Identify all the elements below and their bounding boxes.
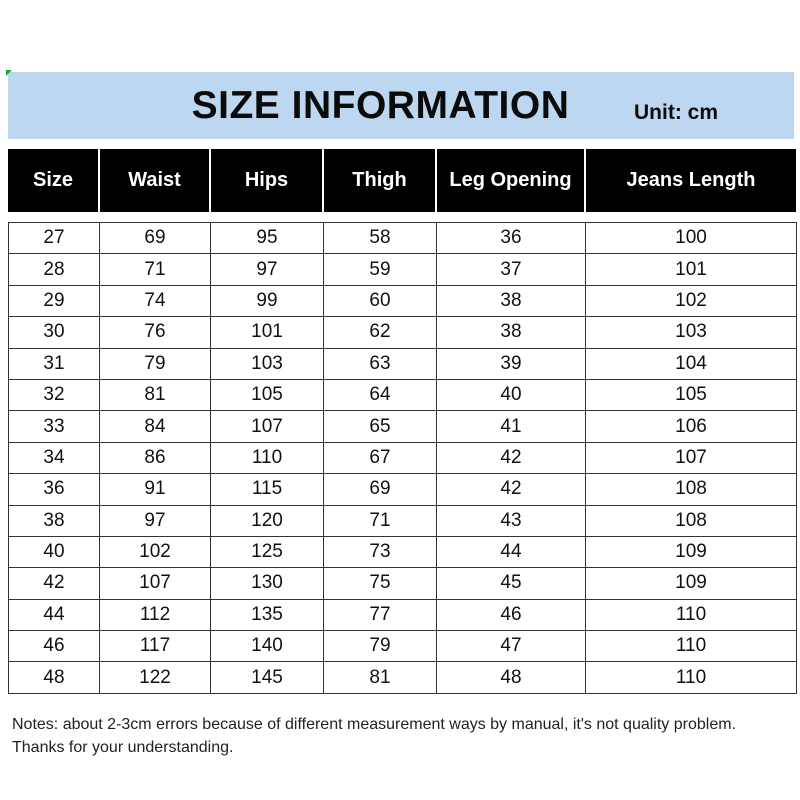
cell-hips: 95 [211,223,324,254]
cell-thigh: 77 [324,599,437,630]
cell-leg-opening: 41 [437,411,586,442]
cell-waist: 84 [100,411,211,442]
cell-hips: 125 [211,536,324,567]
cell-waist: 76 [100,317,211,348]
header-hips: Hips [210,149,323,212]
table-row [9,411,797,442]
cell-jeans-length: 105 [586,379,797,410]
header-leg-opening: Leg Opening [436,149,585,212]
cell-waist: 69 [100,223,211,254]
cell-hips: 110 [211,442,324,473]
table-row [9,442,797,473]
cell-thigh: 62 [324,317,437,348]
table-row [9,379,797,410]
cell-jeans-length: 110 [586,631,797,662]
cell-hips: 140 [211,631,324,662]
cell-jeans-length: 101 [586,254,797,285]
cell-hips: 135 [211,599,324,630]
table-row [9,285,797,316]
cell-leg-opening: 42 [437,474,586,505]
cell-waist: 79 [100,348,211,379]
cell-thigh: 65 [324,411,437,442]
cell-waist: 117 [100,631,211,662]
table-row [9,599,797,630]
cell-waist: 97 [100,505,211,536]
cell-hips: 97 [211,254,324,285]
table-row [9,662,797,693]
cell-jeans-length: 109 [586,536,797,567]
cell-size: 36 [9,474,100,505]
header-waist: Waist [99,149,210,212]
cell-size: 44 [9,599,100,630]
table-row [9,505,797,536]
cell-size: 28 [9,254,100,285]
cell-thigh: 59 [324,254,437,285]
size-table-header [8,149,796,212]
cell-thigh: 79 [324,631,437,662]
table-row [9,536,797,567]
cell-size: 33 [9,411,100,442]
cell-leg-opening: 45 [437,568,586,599]
cell-leg-opening: 37 [437,254,586,285]
cell-jeans-length: 108 [586,474,797,505]
cell-leg-opening: 46 [437,599,586,630]
cell-hips: 105 [211,379,324,410]
table-row [9,254,797,285]
header-jeans-length: Jeans Length [585,149,796,212]
cell-thigh: 67 [324,442,437,473]
cell-jeans-length: 110 [586,599,797,630]
title-banner [8,72,794,139]
cell-waist: 74 [100,285,211,316]
cell-size: 29 [9,285,100,316]
cell-thigh: 63 [324,348,437,379]
header-size: Size [8,149,99,212]
cell-hips: 130 [211,568,324,599]
cell-waist: 107 [100,568,211,599]
cell-jeans-length: 110 [586,662,797,693]
cell-thigh: 73 [324,536,437,567]
cell-jeans-length: 106 [586,411,797,442]
header-row [8,149,796,212]
table-row [9,223,797,254]
cell-waist: 102 [100,536,211,567]
cell-jeans-length: 104 [586,348,797,379]
cell-leg-opening: 48 [437,662,586,693]
cell-thigh: 75 [324,568,437,599]
cell-thigh: 81 [324,662,437,693]
cell-leg-opening: 38 [437,317,586,348]
cell-size: 48 [9,662,100,693]
cell-thigh: 71 [324,505,437,536]
table-row [9,631,797,662]
unit-label: Unit: cm [634,101,718,124]
cell-hips: 120 [211,505,324,536]
table-row [9,474,797,505]
cell-leg-opening: 39 [437,348,586,379]
cell-hips: 145 [211,662,324,693]
cell-leg-opening: 42 [437,442,586,473]
cell-leg-opening: 43 [437,505,586,536]
cell-size: 31 [9,348,100,379]
table-row [9,317,797,348]
cell-jeans-length: 103 [586,317,797,348]
cell-jeans-length: 109 [586,568,797,599]
notes-text: Notes: about 2-3cm errors because of different measurement ways by manual, it's not quality problem. Thanks for your understanding. [12,716,736,756]
size-table-body [9,223,797,694]
cell-hips: 99 [211,285,324,316]
cell-jeans-length: 102 [586,285,797,316]
cell-size: 32 [9,379,100,410]
cell-thigh: 64 [324,379,437,410]
cell-size: 42 [9,568,100,599]
cell-hips: 115 [211,474,324,505]
table-row [9,348,797,379]
cell-jeans-length: 107 [586,442,797,473]
cell-size: 34 [9,442,100,473]
table-row [9,568,797,599]
page-title: SIZE INFORMATION [191,84,570,127]
cell-size: 30 [9,317,100,348]
cell-thigh: 58 [324,223,437,254]
cell-leg-opening: 40 [437,379,586,410]
cell-leg-opening: 36 [437,223,586,254]
cell-waist: 86 [100,442,211,473]
cell-size: 38 [9,505,100,536]
corner-mark [6,70,12,76]
size-table [8,222,797,694]
cell-thigh: 69 [324,474,437,505]
cell-size: 46 [9,631,100,662]
cell-size: 27 [9,223,100,254]
cell-waist: 112 [100,599,211,630]
cell-jeans-length: 100 [586,223,797,254]
cell-jeans-length: 108 [586,505,797,536]
cell-hips: 101 [211,317,324,348]
cell-waist: 122 [100,662,211,693]
cell-thigh: 60 [324,285,437,316]
cell-leg-opening: 47 [437,631,586,662]
cell-waist: 91 [100,474,211,505]
cell-leg-opening: 44 [437,536,586,567]
cell-waist: 81 [100,379,211,410]
cell-leg-opening: 38 [437,285,586,316]
header-thigh: Thigh [323,149,436,212]
cell-hips: 103 [211,348,324,379]
cell-size: 40 [9,536,100,567]
cell-hips: 107 [211,411,324,442]
cell-waist: 71 [100,254,211,285]
